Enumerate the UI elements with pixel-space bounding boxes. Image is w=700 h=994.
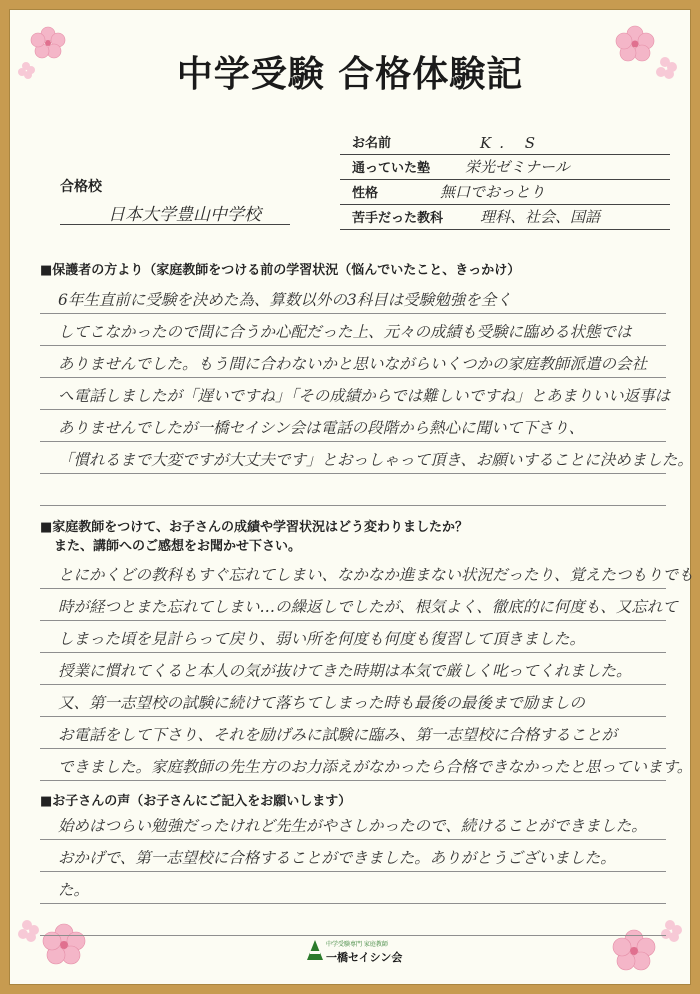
- weak-subjects-label: 苦手だった教科: [352, 211, 444, 226]
- student-info-table: [340, 130, 670, 230]
- line-text: 始めはつらい勉強だったけれど先生がやさしかったので、続けることができました。: [58, 817, 647, 835]
- handwritten-line: [40, 442, 693, 474]
- handwritten-line: [40, 685, 666, 717]
- handwritten-line: [40, 621, 666, 653]
- handwritten-line: [40, 282, 666, 314]
- name-value: K. S: [480, 134, 544, 152]
- info-row-personality: [340, 180, 670, 205]
- line-text: ありませんでしたが一橋セイシン会は電話の段階から熱心に聞いて下さり、: [58, 419, 585, 437]
- line-text: ありませんでした。もう間に合わないかと思いながらいくつかの家庭教師派遣の会社: [58, 355, 648, 373]
- section2-heading: [40, 518, 468, 556]
- section2-heading-line1: ■家庭教師をつけて、お子さんの成績や学習状況はどう変わりましたか？: [40, 520, 469, 535]
- personality-value: 無口でおっとり: [440, 183, 546, 201]
- personality-label: 性格: [352, 186, 379, 201]
- line-text: しまった頃を見計らって戻り、弱い所を何度も何度も復習して頂きました。: [58, 630, 586, 648]
- section3-heading: ■お子さんの声（お子さんにご記入をお願いします）: [40, 794, 352, 809]
- line-text: 時が経つとまた忘れてしまい…の繰返しでしたが、根気よく、徹底的に何度も、又忘れて: [58, 598, 678, 616]
- handwritten-line: [40, 872, 666, 904]
- handwritten-line: [40, 410, 666, 442]
- logo-tagline: 中学受験専門 家庭教師: [326, 941, 388, 948]
- handwritten-line: [40, 653, 666, 685]
- line-text: 授業に慣れてくると本人の気が抜けてきた時期は本気で厳しく叱ってくれました。: [58, 662, 632, 680]
- line-text: 又、第一志望校の試験に続けて落ちてしまった時も最後の最後まで励ましの: [58, 694, 585, 712]
- name-label: お名前: [352, 136, 392, 151]
- handwritten-line: [40, 717, 666, 749]
- line-text: できました。家庭教師の先生方のお力添えがなかったら合格できなかったと思っています。: [58, 758, 693, 776]
- line-text: おかげで、第一志望校に合格することができました。ありがとうございました。: [58, 849, 616, 867]
- juku-value: 栄光ゼミナール: [465, 158, 570, 176]
- section1-lines: [40, 282, 693, 506]
- line-text: してこなかったので間に合うか心配だった上、元々の成績も受験に臨める状態では: [58, 323, 632, 341]
- section3-lines: [40, 808, 666, 936]
- handwritten-line: [40, 378, 671, 410]
- handwritten-line: [40, 474, 666, 506]
- logo-name: 一橋セイシン会: [326, 951, 403, 964]
- handwritten-line: [40, 808, 666, 840]
- handwritten-line: [40, 749, 693, 781]
- section2-heading-line2: また、講師へのご感想をお聞かせ下さい。: [54, 539, 302, 554]
- line-text: へ電話しましたが「遅いですね」「その成績からでは難しいですね」とあまりいい返事は: [58, 387, 671, 405]
- handwritten-line: [40, 314, 666, 346]
- school-label: 合格校: [60, 179, 102, 195]
- handwritten-line: [40, 904, 666, 936]
- line-text: 6年生直前に受験を決めた為、算数以外の3科目は受験勉強を全く: [58, 291, 512, 309]
- handwritten-line: [40, 589, 678, 621]
- line-text: とにかくどの教科もすぐ忘れてしまい、なかなか進まない状況だったり、覚えたつもりでも: [58, 566, 694, 584]
- page-title: 中学受験 合格体験記: [176, 53, 524, 95]
- juku-label: 通っていた塾: [352, 161, 431, 176]
- section2-lines: [40, 557, 694, 781]
- line-text: 「慣れるまで大変ですが大丈夫です」とおっしゃって頂き、お願いすることに決めました。: [58, 451, 693, 469]
- logo-mark-icon: [306, 939, 324, 961]
- school-value: 日本大学豊山中学校: [108, 205, 261, 225]
- section1-heading: ■保護者の方より（家庭教師をつける前の学習状況（悩んでいたこと、きっかけ）: [40, 263, 521, 278]
- line-text: お電話をして下さり、それを励げみに試験に臨み、第一志望校に合格することが: [58, 726, 617, 744]
- school-field: [60, 196, 290, 225]
- company-logo: [306, 937, 416, 967]
- info-row-juku: [340, 155, 670, 180]
- handwritten-line: [40, 346, 666, 378]
- handwritten-line: [40, 840, 666, 872]
- info-row-weak-subjects: [340, 205, 670, 230]
- weak-subjects-value: 理科、社会、国語: [480, 208, 601, 226]
- handwritten-line: [40, 557, 694, 589]
- line-text: た。: [58, 881, 90, 899]
- info-row-name: [340, 130, 670, 155]
